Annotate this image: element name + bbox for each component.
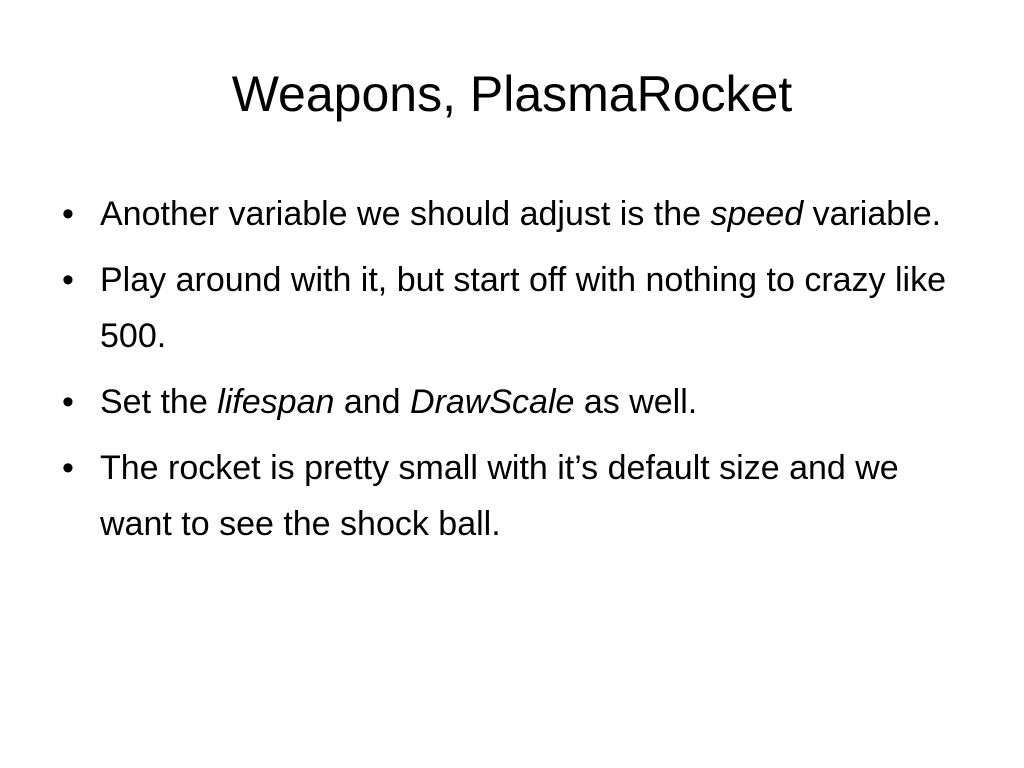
bullet-marker: • [62,383,74,421]
bullet-text [100,261,946,355]
bullet-text-segment: and [334,383,411,421]
bullet-text [100,195,941,233]
bullet-text-segment: Set the [100,383,218,421]
bullet-text-segment: variable. [803,195,942,233]
bullet-marker: • [62,261,74,299]
bullet-item [62,374,962,430]
bullet-item [62,252,962,364]
slide-title: Weapons, PlasmaRocket [231,66,793,122]
bullet-text-segment: as well. [574,383,698,421]
bullet-item [62,440,962,552]
bullet-text-segment: Play around with it, but start off with nothing to crazy like 500. [100,261,947,355]
bullet-text [100,383,697,421]
bullet-marker: • [62,195,74,233]
bullet-marker: • [62,449,74,487]
bullet-italic-term: DrawScale [410,383,575,421]
bullet-list [62,186,962,562]
bullet-text [100,449,899,543]
bullet-italic-term: speed [710,195,804,233]
bullet-item [62,186,962,242]
bullet-text-segment: The rocket is pretty small with it’s default size and we want to see the shock ball. [100,449,899,543]
bullet-text-segment: Another variable we should adjust is the [100,195,711,233]
bullet-italic-term: lifespan [217,383,335,421]
